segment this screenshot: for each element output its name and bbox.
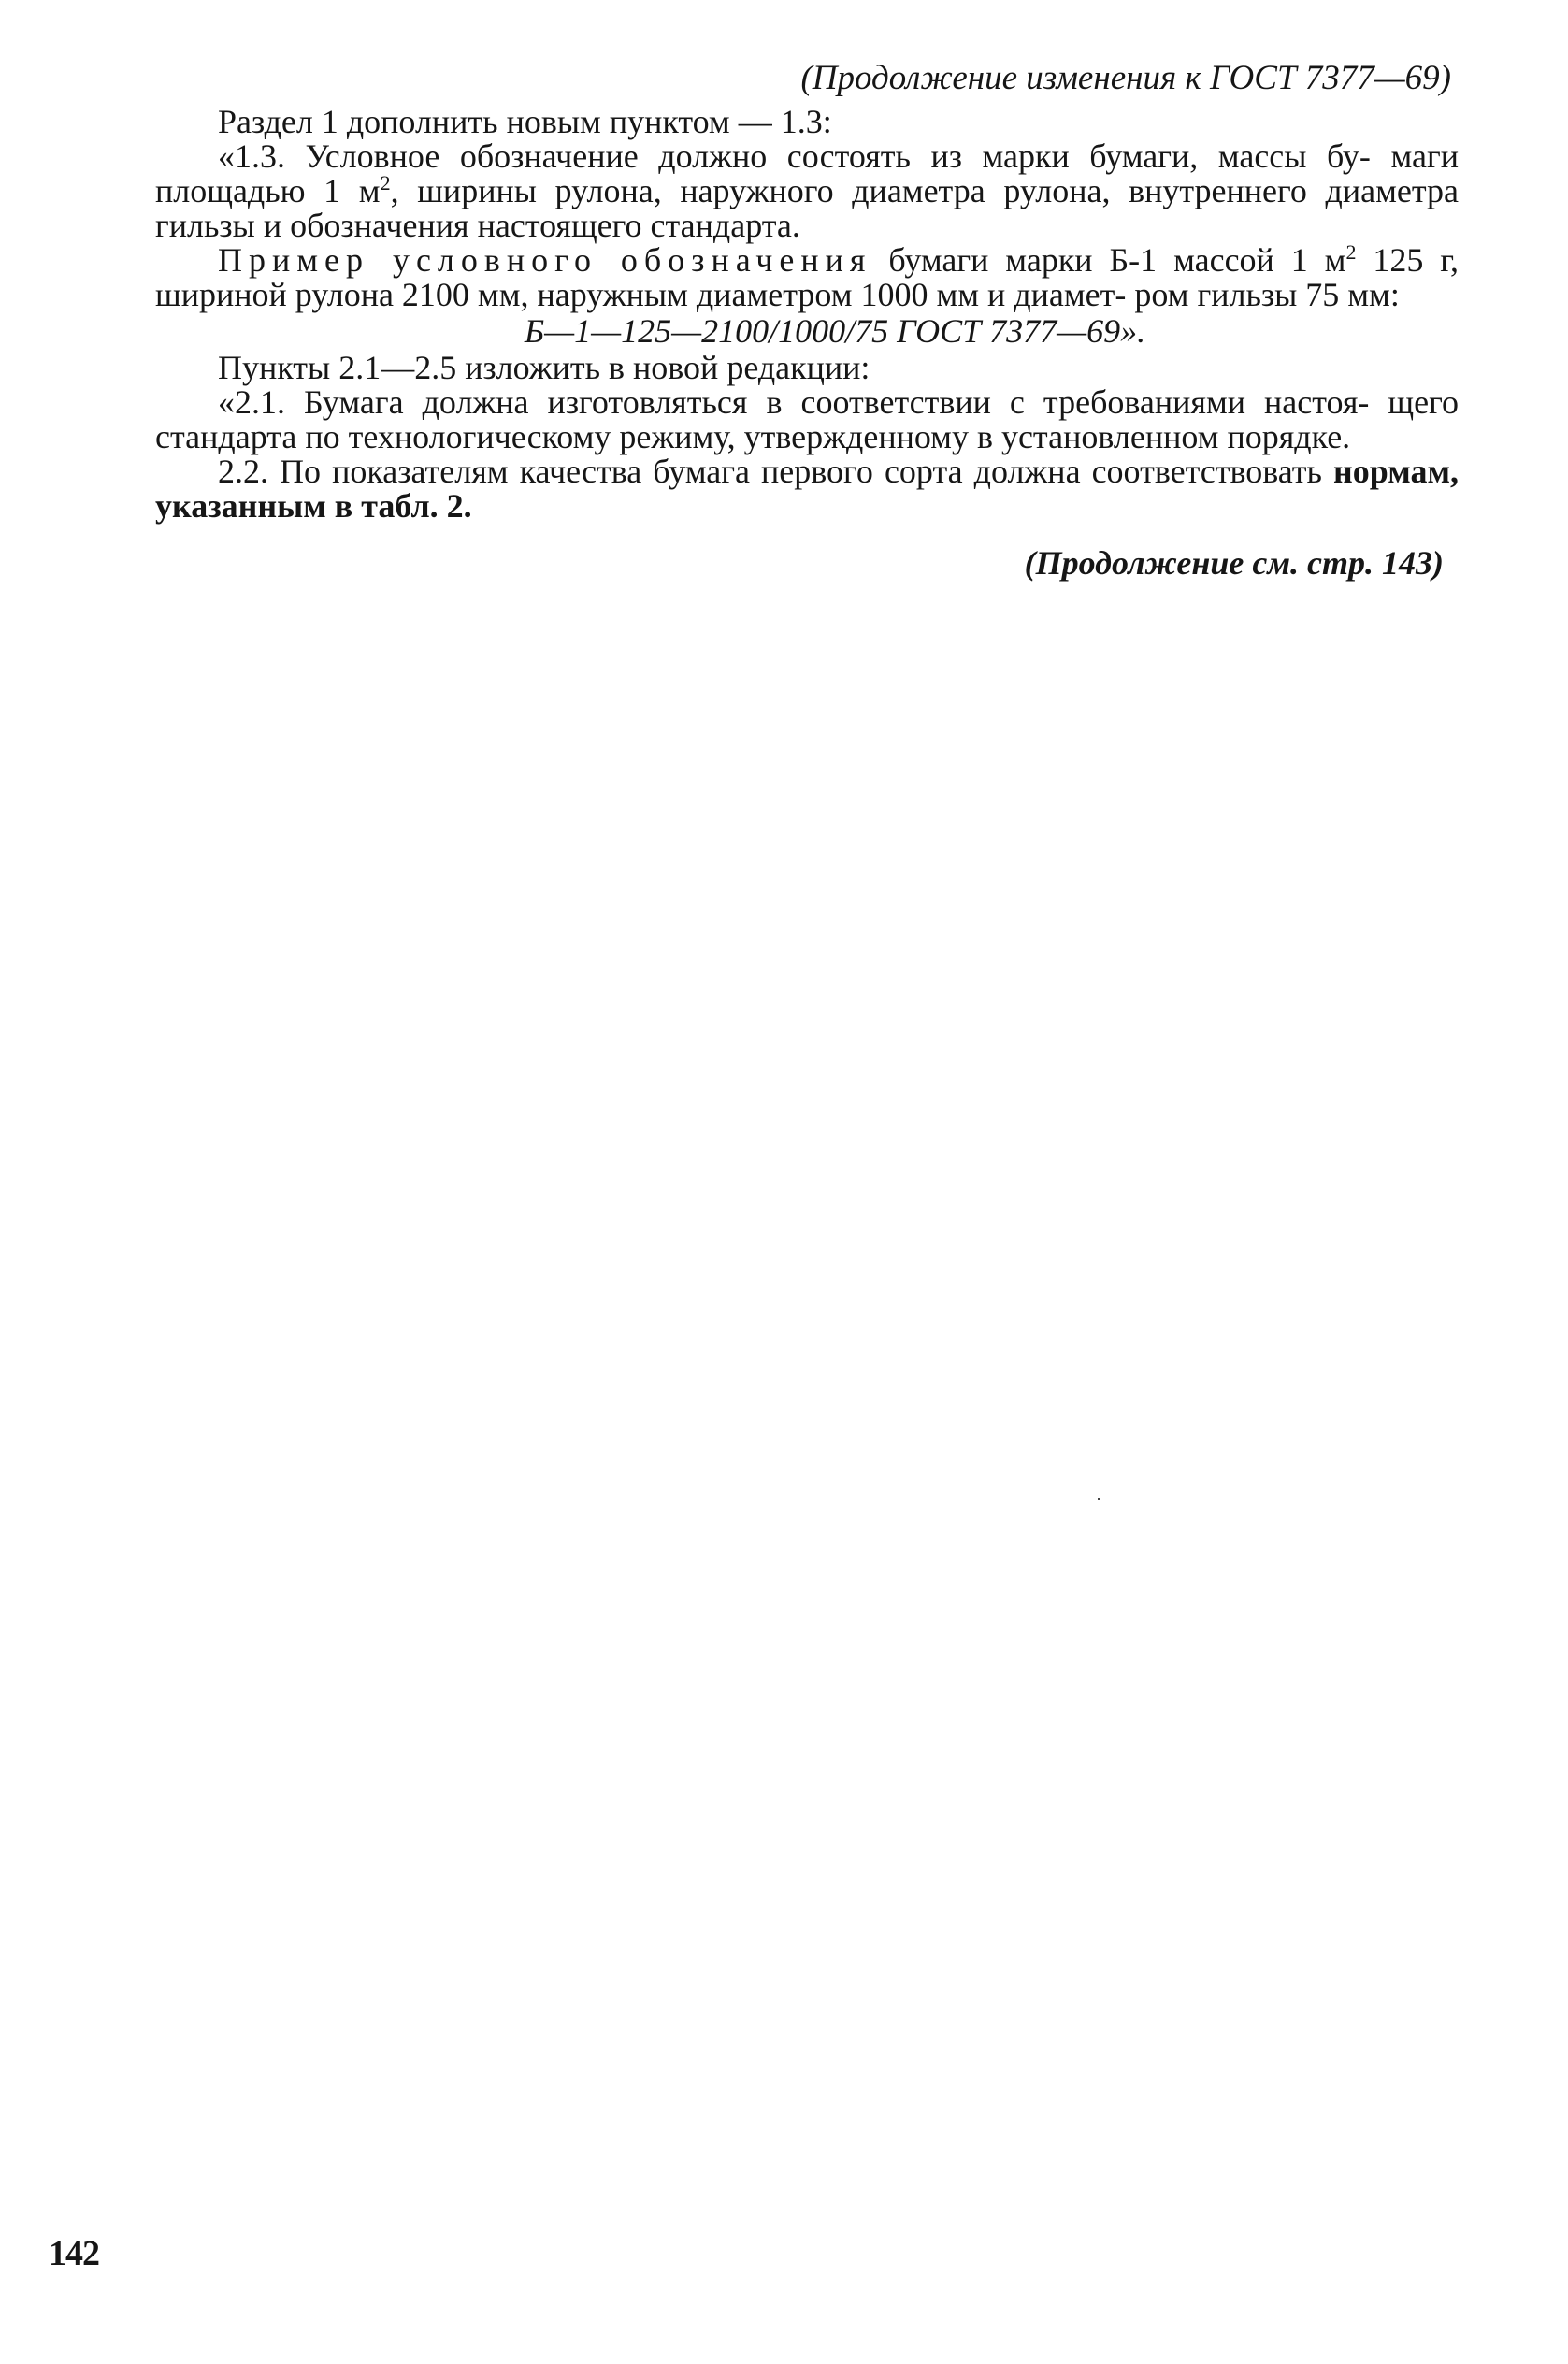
- clause-1-3-line-2a: маги площадью 1 м: [155, 137, 1459, 209]
- running-head: (Продолжение изменения к ГОСТ 7377—69): [800, 59, 1451, 97]
- clause-2-1: [155, 385, 1459, 454]
- example-line-1-rest: бумаги марки Б-1 массой: [871, 241, 1274, 279]
- example-line-2a: 1 м: [1290, 241, 1346, 279]
- clause-1-3-line-3: диаметра гильзы и обозначения настоящего стандарта.: [155, 172, 1460, 244]
- clause-2-1-line-2: щего стандарта по технологическому режиму, утвержденному в установленном: [155, 383, 1459, 455]
- designation-formula: Б—1—125—2100/1000/75 ГОСТ 7377—69».: [524, 312, 1146, 350]
- body-text: [155, 60, 1459, 581]
- clause-2-2-line-1: 2.2. По показателям качества бумага первого сорта должна соответствовать: [218, 453, 1322, 490]
- continued-note: (Продолжение см. стр. 143): [1024, 544, 1444, 582]
- clause-2-2-line-2: нормам, указанным в табл. 2.: [155, 453, 1460, 525]
- page-number: 142: [49, 2234, 99, 2273]
- scan-speck: [1098, 1498, 1100, 1500]
- superscript-2: 2: [1345, 240, 1357, 264]
- clause-2-2: [155, 454, 1459, 524]
- example-line-3: ром гильзы 75 мм:: [1134, 276, 1400, 313]
- clause-1-3: [155, 139, 1459, 243]
- points-intro: Пункты 2.1—2.5 изложить в новой редакции:: [218, 349, 870, 386]
- clause-1-3-line-2b: , ширины рулона, наружного диаметра рулона, внутреннего: [390, 172, 1307, 209]
- clause-2-1-line-1: «2.1. Бумага должна изготовляться в соответствии с требованиями настоя-: [218, 383, 1370, 421]
- clause-2-1-line-3: порядке.: [1227, 418, 1351, 455]
- example-line-2b: 125 г, шириной рулона 2100 мм, наружным диаметром 1000 мм и диамет-: [155, 241, 1459, 313]
- example-label: Пример условного обозначения: [218, 241, 872, 279]
- example-paragraph: [155, 240, 1459, 313]
- superscript-2: 2: [380, 171, 391, 195]
- clause-1-3-line-1: «1.3. Условное обозначение должно состоять из марки бумаги, массы бу-: [218, 137, 1371, 175]
- section-intro: Раздел 1 дополнить новым пунктом — 1.3:: [218, 103, 832, 140]
